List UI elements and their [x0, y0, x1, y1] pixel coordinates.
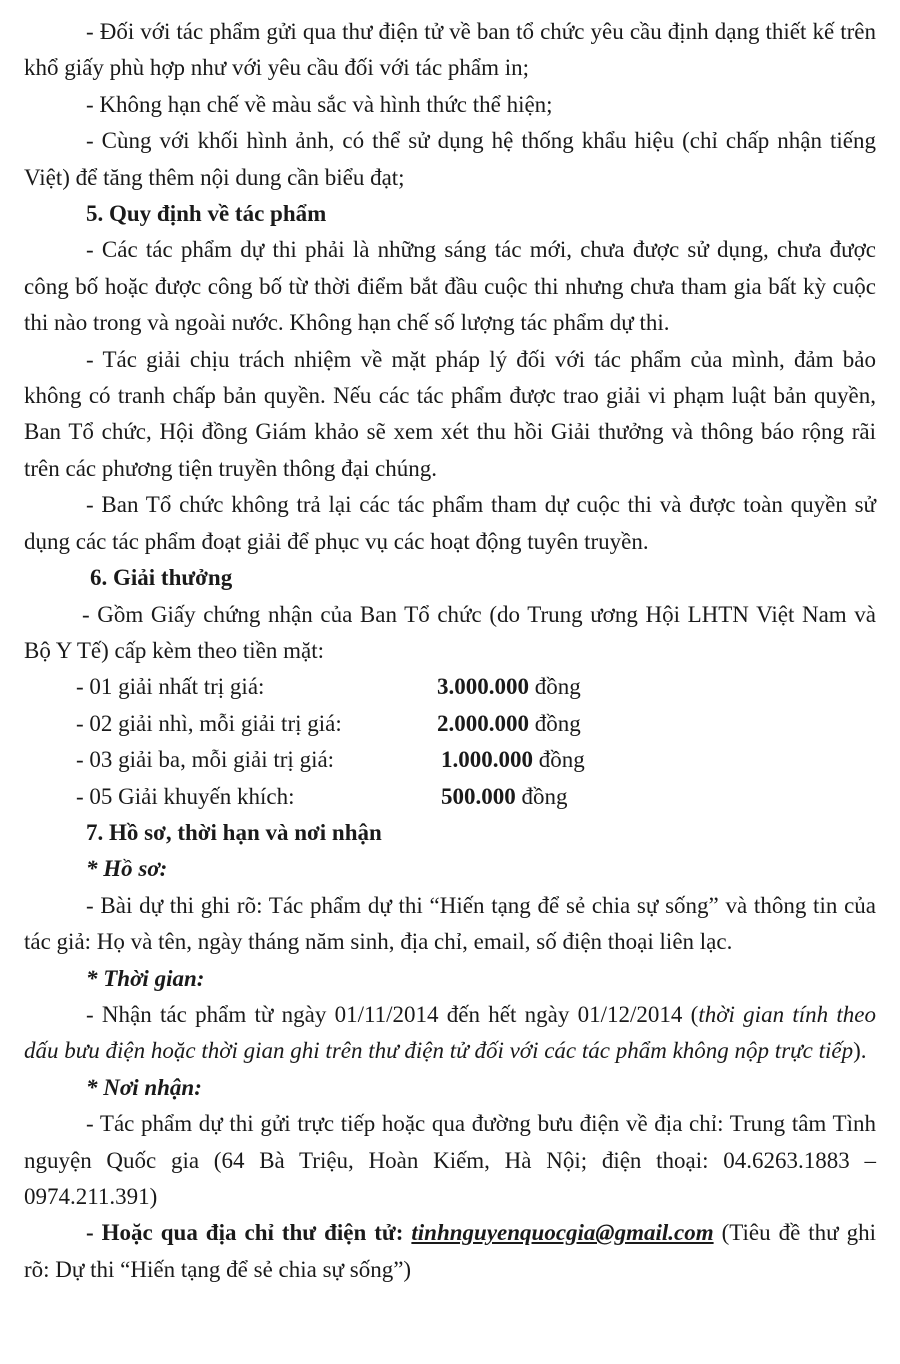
email-paragraph [24, 1215, 876, 1288]
email-prefix: - Hoặc qua địa chỉ thư điện tử: [86, 1220, 412, 1246]
hoso-title: * Hồ sơ: [86, 856, 168, 882]
prize-row [24, 669, 876, 705]
section-7-heading: 7. Hồ sơ, thời hạn và nơi nhận [86, 819, 382, 845]
thoigian-paragraph [24, 997, 876, 1070]
hoso-paragraph: - Bài dự thi ghi rõ: Tác phẩm dự thi “Hiến tạng để sẻ chia sự sống” và thông tin của tác giả: Họ và tên, ngày tháng năm sinh, địa chỉ, email, số điện thoại liên lạc. [24, 892, 876, 955]
section-5-paragraph-2: - Tác giải chịu trách nhiệm về mặt pháp lý đối với tác phẩm của mình, đảm bảo không có tranh chấp bản quyền. Nếu các tác phẩm được trao giải vi phạm luật bản quyền, Ban Tổ chức, Hội đồng Giám khảo sẽ xem xét thu hồi Giải thưởng và thông báo rộng rãi trên các phương tiện truyền thông đại chúng. [24, 346, 876, 481]
section-6-paragraph-1: - Gồm Giấy chứng nhận của Ban Tổ chức (do Trung ương Hội LHTN Việt Nam và Bộ Y Tế) cấp kèm theo tiền mặt: [24, 601, 876, 663]
prize-row [24, 779, 876, 815]
prize-amount: 1.000.000 [441, 747, 533, 773]
thoigian-text: - Nhận tác phẩm từ ngày 01/11/2014 đến hết ngày 01/12/2014 ( [86, 1001, 699, 1027]
prize-label: - 02 giải nhì, mỗi giải trị giá: [76, 710, 342, 736]
paragraph-slogan: - Cùng với khối hình ảnh, có thể sử dụng hệ thống khẩu hiệu (chỉ chấp nhận tiếng Việt) để tăng thêm nội dung cần biểu đạt; [24, 128, 876, 190]
prize-row [24, 742, 876, 778]
noinhan-title: * Nơi nhận: [86, 1074, 202, 1100]
thoigian-title: * Thời gian: [86, 965, 205, 991]
prize-amount: 2.000.000 [437, 710, 529, 736]
paragraph-color-form: - Không hạn chế về màu sắc và hình thức thể hiện; [86, 91, 553, 117]
section-5-heading: 5. Quy định về tác phẩm [86, 201, 327, 227]
section-5-paragraph-3: - Ban Tổ chức không trả lại các tác phẩm tham dự cuộc thi và được toàn quyền sử dụng các tác phẩm đoạt giải để phục vụ các hoạt động tuyên truyền. [24, 492, 876, 554]
prize-unit: đồng [521, 783, 568, 809]
prize-label: - 01 giải nhất trị giá: [76, 674, 265, 700]
section-5-paragraph-1: - Các tác phẩm dự thi phải là những sáng tác mới, chưa được sử dụng, chưa được công bố hoặc được công bố từ thời điểm bắt đầu cuộc thi nhưng chưa tham gia bất kỳ cuộc thi nào trong và ngoài nước. Không hạn chế số lượng tác phẩm dự thi. [24, 237, 876, 336]
prize-label: - 03 giải ba, mỗi giải trị giá: [76, 747, 335, 773]
section-6-heading: 6. Giải thưởng [90, 565, 233, 591]
prize-amount: 500.000 [441, 783, 516, 809]
prize-amount: 3.000.000 [437, 674, 529, 700]
prize-unit: đồng [534, 674, 581, 700]
paragraph-email-format: - Đối với tác phẩm gửi qua thư điện tử về ban tổ chức yêu cầu định dạng thiết kế trên khổ giấy phù hợp như với yêu cầu đối với tác phẩm in; [24, 19, 876, 81]
prize-unit: đồng [534, 710, 581, 736]
thoigian-italic-note: thời gian tính theo dấu bưu điện hoặc thời gian ghi trên thư điện tử đối với các tác phẩm không nộp trực tiếp [24, 1001, 876, 1064]
prize-label: - 05 Giải khuyến khích: [76, 783, 295, 809]
noinhan-paragraph: - Tác phẩm dự thi gửi trực tiếp hoặc qua đường bưu điện về địa chỉ: Trung tâm Tình nguyện Quốc gia (64 Bà Triệu, Hoàn Kiếm, Hà Nội; điện thoại: 04.6263.1883 – 0974.211.391) [24, 1111, 876, 1209]
email-link[interactable]: tinhnguyenquocgia@gmail.com [411, 1220, 714, 1246]
email-suffix: (Tiêu đề thư ghi rõ: Dự thi “Hiến tạng để sẻ chia sự sống”) [24, 1220, 877, 1282]
thoigian-end: ). [853, 1038, 867, 1064]
prize-unit: đồng [538, 747, 585, 773]
prize-row [24, 706, 876, 742]
